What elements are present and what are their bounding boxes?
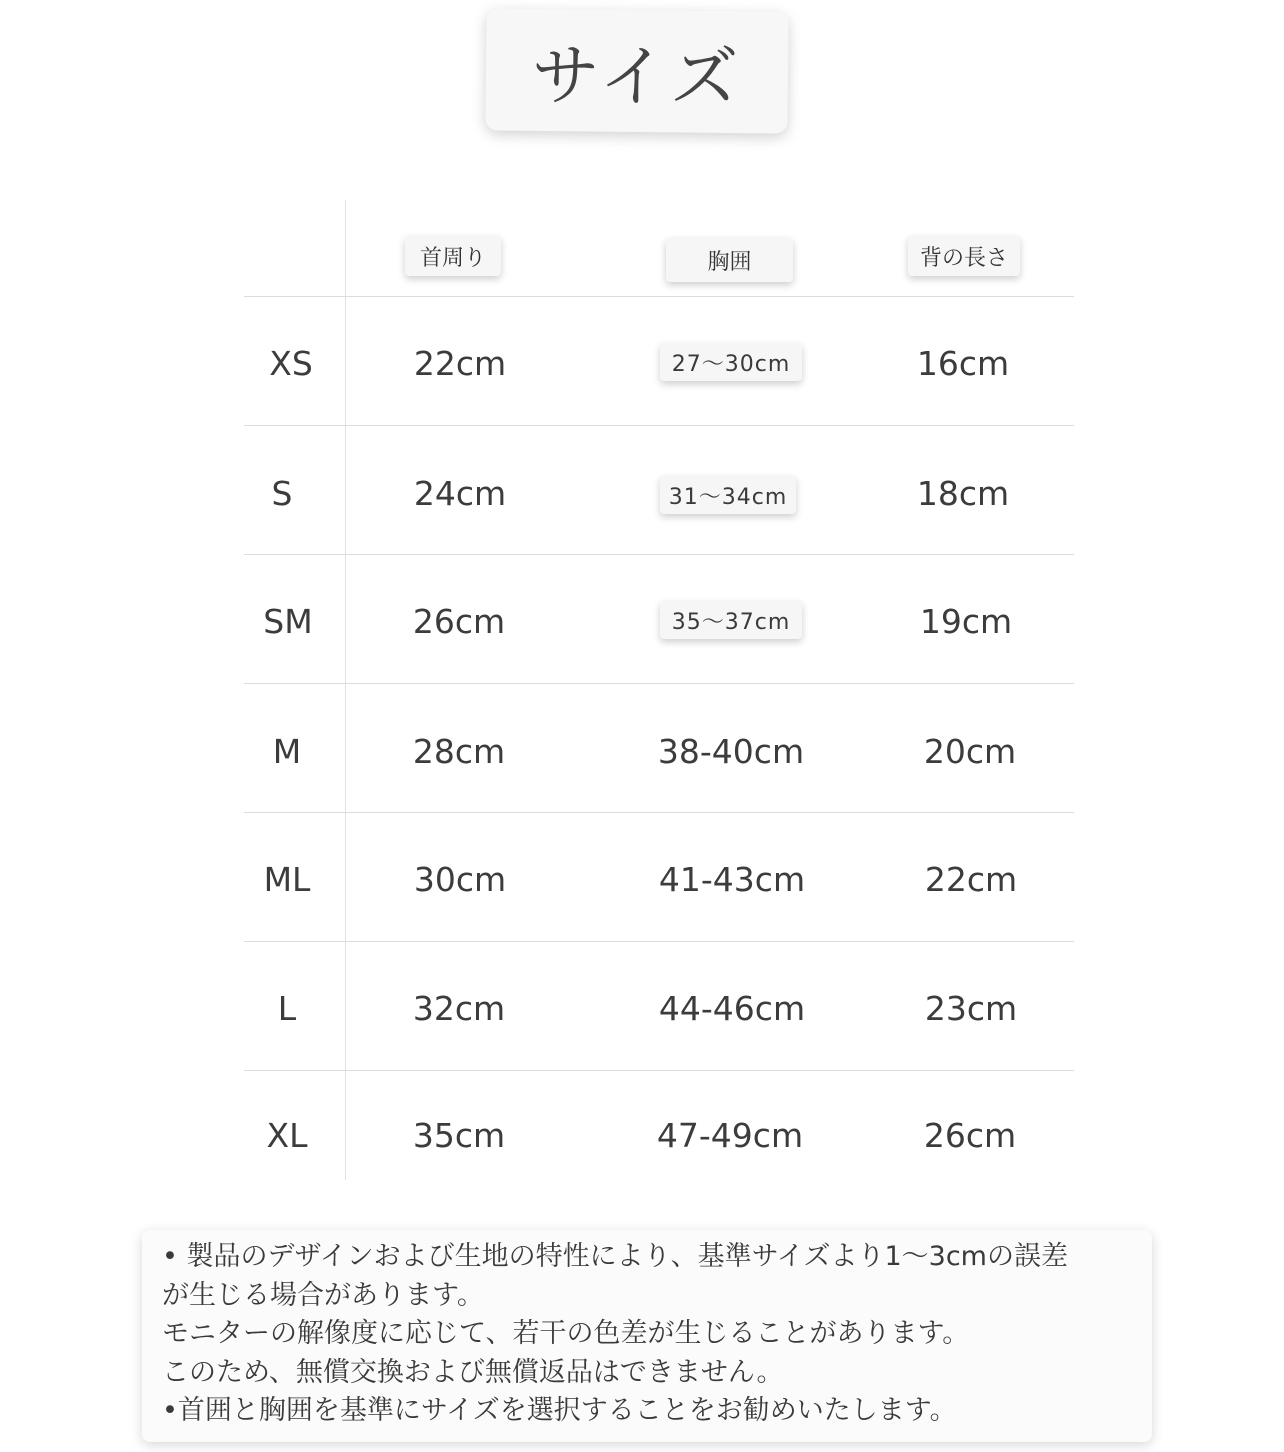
chest-value: 38-40cm xyxy=(657,732,805,771)
header-back: 背の長さ xyxy=(908,236,1020,276)
row-divider xyxy=(244,296,1074,297)
size-label: XS xyxy=(269,344,313,383)
note-line: が生じる場合があります。 xyxy=(162,1279,484,1311)
back-value: 20cm xyxy=(923,732,1017,771)
chest-value: 41-43cm xyxy=(658,860,806,899)
neck-value: 30cm xyxy=(413,860,507,899)
size-table xyxy=(244,200,1074,1180)
back-value: 26cm xyxy=(923,1116,1017,1155)
chest-value: 31～34cm xyxy=(660,476,796,514)
size-label: ML xyxy=(263,860,311,899)
back-value: 16cm xyxy=(916,344,1010,383)
chest-value: 47-49cm xyxy=(656,1116,804,1155)
note-line: モニターの解像度に応じて、若干の色差が生じることがあります。 xyxy=(162,1318,970,1349)
page-title: サイズ xyxy=(531,36,743,118)
neck-value: 28cm xyxy=(412,732,506,771)
back-value: 22cm xyxy=(924,860,1018,899)
chest-value: 44-46cm xyxy=(658,989,806,1028)
row-divider xyxy=(244,941,1074,942)
row-divider xyxy=(244,812,1074,813)
row-divider xyxy=(244,683,1074,684)
column-divider xyxy=(345,200,346,1180)
neck-value: 35cm xyxy=(412,1116,506,1155)
notes-card xyxy=(142,1230,1152,1442)
size-label: L xyxy=(277,989,297,1028)
size-label: XL xyxy=(266,1116,308,1155)
size-label: SM xyxy=(263,602,313,641)
size-label: M xyxy=(272,732,302,771)
back-value: 19cm xyxy=(919,602,1013,641)
neck-value: 26cm xyxy=(412,602,506,641)
neck-value: 32cm xyxy=(412,989,506,1028)
row-divider xyxy=(244,554,1074,555)
row-divider xyxy=(244,1070,1074,1071)
title-card xyxy=(485,8,788,133)
header-neck: 首周り xyxy=(405,236,501,276)
size-label: S xyxy=(271,474,293,513)
neck-value: 24cm xyxy=(413,474,507,513)
row-divider xyxy=(244,425,1074,426)
neck-value: 22cm xyxy=(413,344,507,383)
back-value: 18cm xyxy=(916,474,1010,513)
chest-value: 27～30cm xyxy=(660,343,802,381)
note-line: •首囲と胸囲を基準にサイズを選択することをお勧めいたします。 xyxy=(162,1395,957,1426)
chest-value: 35～37cm xyxy=(660,601,802,639)
header-chest: 胸囲 xyxy=(666,238,793,282)
note-line: • 製品のデザインおよび生地の特性により、基準サイズより1～3cmの誤差 xyxy=(162,1241,1068,1272)
back-value: 23cm xyxy=(924,989,1018,1028)
note-line: このため、無償交換および無償返品はできません。 xyxy=(162,1356,784,1388)
